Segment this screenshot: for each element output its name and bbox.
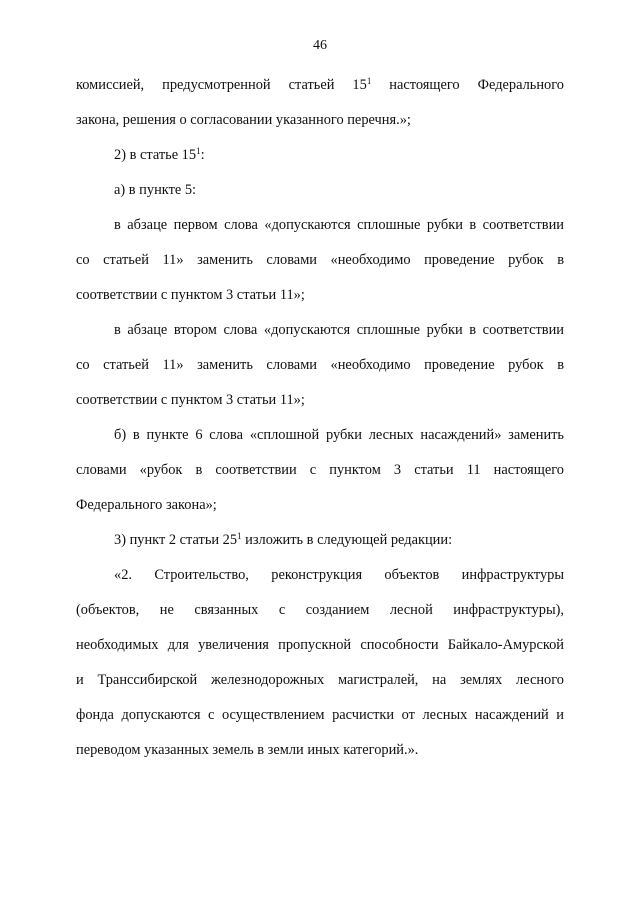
- text-line-2: закона, решения о согласовании указанного перечня.»;: [76, 112, 411, 128]
- text-line-5: в абзаце первом слова «допускаются сплошные рубки в соответствии: [114, 217, 564, 233]
- text-line-12: словами «рубок в соответствии с пунктом 3 статьи 11 настоящего: [76, 462, 564, 478]
- text-line-1: комиссией, предусмотренной статьей $15^1$ настоящего Федерального: [76, 76, 564, 93]
- text-line-17: необходимых для увеличения пропускной способности Байкало-Амурской: [76, 637, 564, 653]
- text-line-6: со статьей 11» заменить словами «необходимо проведение рубок в: [76, 252, 564, 268]
- superscript: 1: [366, 76, 372, 86]
- text-line-7: соответствии с пунктом 3 статьи 11»;: [76, 287, 305, 303]
- superscript: 1: [237, 531, 242, 541]
- text-line-11: б) в пункте 6 слова «сплошной рубки лесных насаждений» заменить: [114, 427, 564, 443]
- text-line-10: соответствии с пунктом 3 статьи 11»;: [76, 392, 305, 408]
- text-line-3: 2) в статье $15^1$:: [114, 146, 205, 163]
- text-line-13: Федерального закона»;: [76, 497, 217, 513]
- text-line-8: в абзаце втором слова «допускаются сплошные рубки в соответствии: [114, 322, 564, 338]
- text-line-19: фонда допускаются с осуществлением расчистки от лесных насаждений и: [76, 707, 564, 723]
- text-line-20: переводом указанных земель в земли иных категорий.».: [76, 742, 419, 758]
- page-number: 46: [313, 38, 327, 53]
- text-line-9: со статьей 11» заменить словами «необходимо проведение рубок в: [76, 357, 564, 373]
- document-body: [76, 77, 564, 777]
- text-line-18: и Транссибирской железнодорожных магистралей, на землях лесного: [76, 672, 564, 688]
- text-line-4: а) в пункте 5:: [114, 182, 197, 198]
- text-line-14: 3) пункт 2 статьи $25^1$ изложить в следующей редакции:: [114, 531, 453, 548]
- text-line-15: «2. Строительство, реконструкция объектов инфраструктуры: [114, 567, 564, 583]
- text-line-16: (объектов, не связанных с созданием лесной инфраструктуры),: [76, 602, 564, 618]
- superscript: 1: [196, 146, 201, 156]
